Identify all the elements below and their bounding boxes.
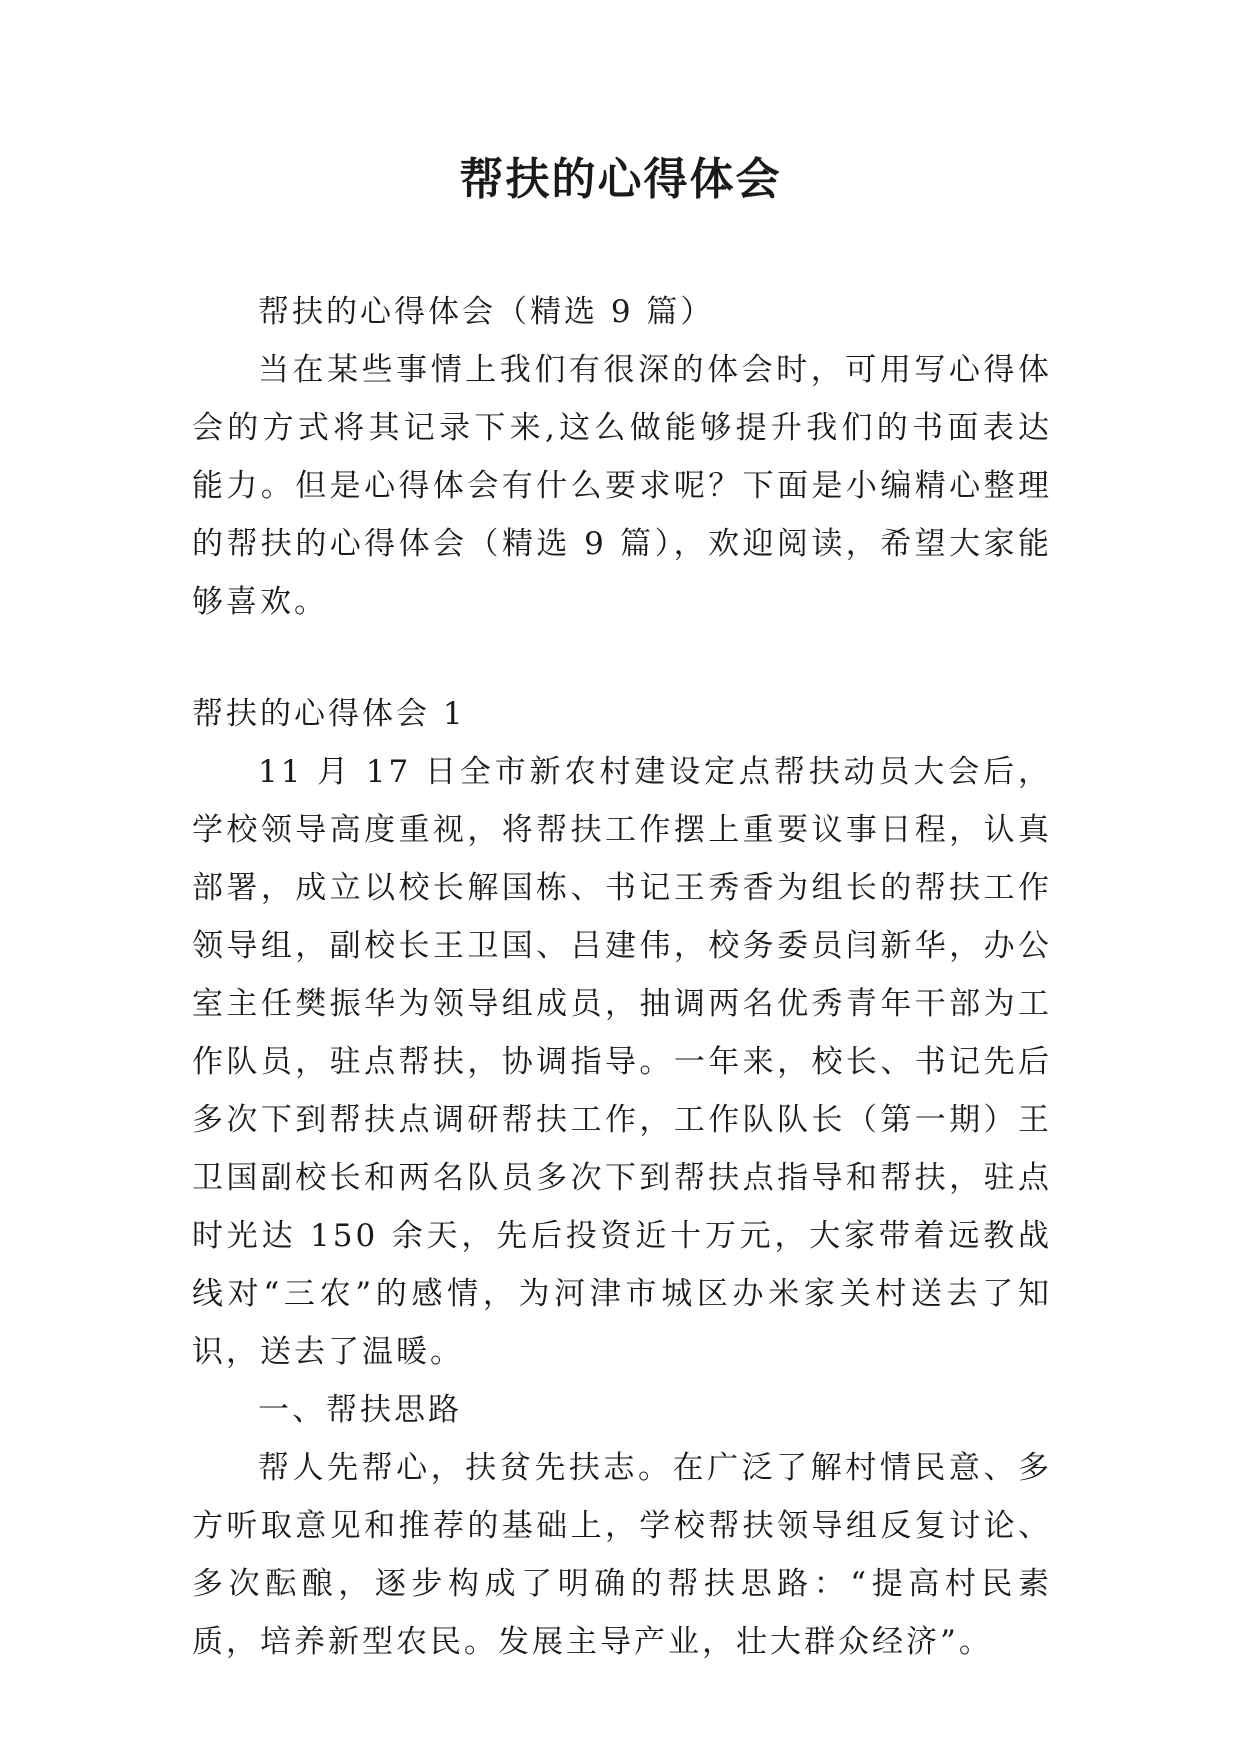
document-title: 帮扶的心得体会 [459,154,782,205]
intro-paragraph: 当在某些事情上我们有很深的体会时，可用写心得体会的方式将其记录下来,这么做能够提升我们的书面表达能力。但是心得体会有什么要求呢？下面是小编精心整理的帮扶的心得体会（精选 9 篇），欢迎阅读，希望大家能够喜欢。 [192,352,1052,620]
section-heading: 帮扶的心得体会 1 [192,696,466,732]
section-paragraph-2: 帮人先帮心，扶贫先扶志。在广泛了解村情民意、多方听取意见和推荐的基础上，学校帮扶领导组反复讨论、多次酝酿，逐步构成了明确的帮扶思路：“提高村民素质，培养新型农民。发展主导产业，壮大群众经济”。 [192,1450,1052,1660]
document-subtitle: 帮扶的心得体会（精选 9 篇） [258,294,715,330]
section-paragraph-1: 11 月 17 日全市新农村建设定点帮扶动员大会后，学校领导高度重视，将帮扶工作摆上重要议事日程，认真部署，成立以校长解国栋、书记王秀香为组长的帮扶工作领导组，副校长王卫国、吕建伟，校务委员闫新华，办公室主任樊振华为领导组成员，抽调两名优秀青年干部为工作队员，驻点帮扶，协调指导。一年来，校长、书记先后多次下到帮扶点调研帮扶工作，工作队队长（第一期）王卫国副校长和两名队员多次下到帮扶点指导和帮扶，驻点时光达 150 余天，先后投资近十万元，大家带着远教战线对“三农”的感情，为河津市城区办米家关村送去了知识，送去了温暖。 [192,754,1052,1370]
section-subheading: 一、帮扶思路 [258,1392,462,1428]
document-body [192,283,1052,1671]
